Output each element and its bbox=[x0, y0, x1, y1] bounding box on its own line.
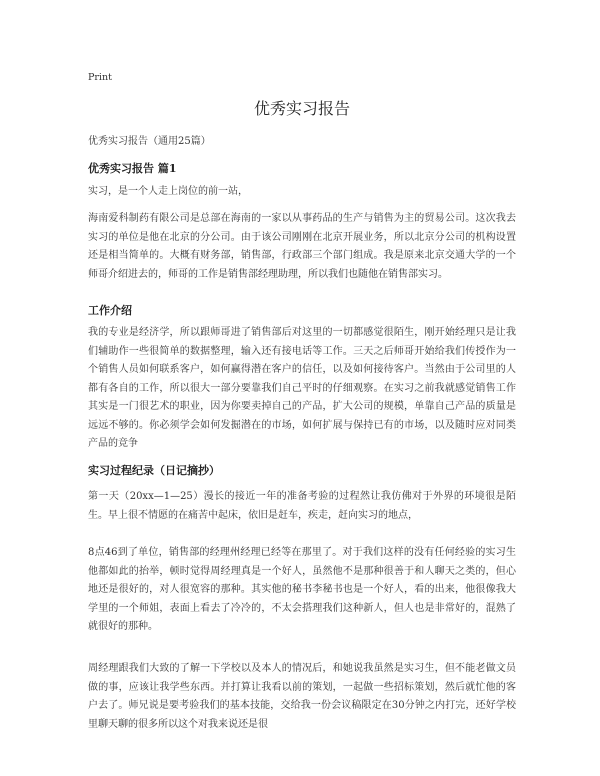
paragraph-1: 实习，是一个人走上岗位的前一站， bbox=[88, 186, 248, 197]
section-heading-2: 工作介绍 bbox=[88, 304, 132, 317]
print-link[interactable]: Print bbox=[88, 72, 112, 83]
paragraph-4: 第一天（20xx—1—25）漫长的接近一年的准备考验的过程然让我仿佛对于外界的环境很是陌生。早上很不情愿的在痛苦中起床，依旧是赶车，疾走，赶向实习的地点， bbox=[88, 491, 516, 521]
section-heading-3: 实习过程纪录（日记摘抄） bbox=[88, 464, 220, 477]
paragraph-2: 海南爱科制药有限公司是总部在海南的一家以从事药品的生产与销售为主的贸易公司。这次我去实习的单位是他在北京的分公司。由于该公司刚刚在北京开展业务，所以北京分公司的机构设置还是相当简单的。大概有财务部，销售部，行政部三个部门组成。我是原来北京交通大学的一个师哥介绍进去的，师哥的工作是销售部经理助理，所以我们也随他在销售部实习。 bbox=[88, 213, 516, 280]
document-subtitle: 优秀实习报告（通用25篇） bbox=[88, 136, 211, 147]
paragraph-6: 周经理跟我们大致的了解一下学校以及本人的情况后，和她说我虽然是实习生，但不能老做文员做的事，应该让我学些东西。并打算让我看以前的策划，一起做一些招标策划，然后就忙他的客户去了。师兄说是要考验我们的基本技能，交给我一份会议稿限定在30分钟之内打完，还好学校里聊天聊的很多所以这个对我来说还是很 bbox=[88, 663, 516, 730]
page-title: 优秀实习报告 bbox=[253, 99, 350, 118]
paragraph-5: 8点46到了单位，销售部的经理州经理已经等在那里了。对于我们这样的没有任何经验的实习生他都如此的抬举，顿时觉得周经理真是一个好人，虽然他不是那种很善于和人聊天之类的，但心地还是很好的，对人很宽容的那种。其实他的秘书李秘书也是一个好人，看的出来，他很像我大学里的一个师姐，表面上看去了冷冷的，不太会搭理我们这种新人，但人也是非常好的，混熟了就很好的那种。 bbox=[88, 547, 516, 632]
paragraph-3: 我的专业是经济学，所以跟师哥进了销售部后对这里的一切都感觉很陌生，刚开始经理只是让我们辅助作一些很简单的数据整理，输入还有接电话等工作。三天之后师哥开始给我们传授作为一个销售人员如何联系客户，如何赢得潜在客户的信任，以及如何接待客户。当然由于公司里的人都有各自的工作，所以很大一部分要靠我们自己平时的仔细观察。在实习之前我就感觉销售工作其实是一门很艺术的职业，因为你要卖掉自己的产品，扩大公司的规模，单靠自己产品的质量是远远不够的。你必须学会如何发掘潜在的市场，如何扩展与保持已有的市场，以及随时应对同类产品的竞争 bbox=[88, 327, 516, 449]
section-heading-1: 优秀实习报告 篇1 bbox=[88, 162, 177, 175]
